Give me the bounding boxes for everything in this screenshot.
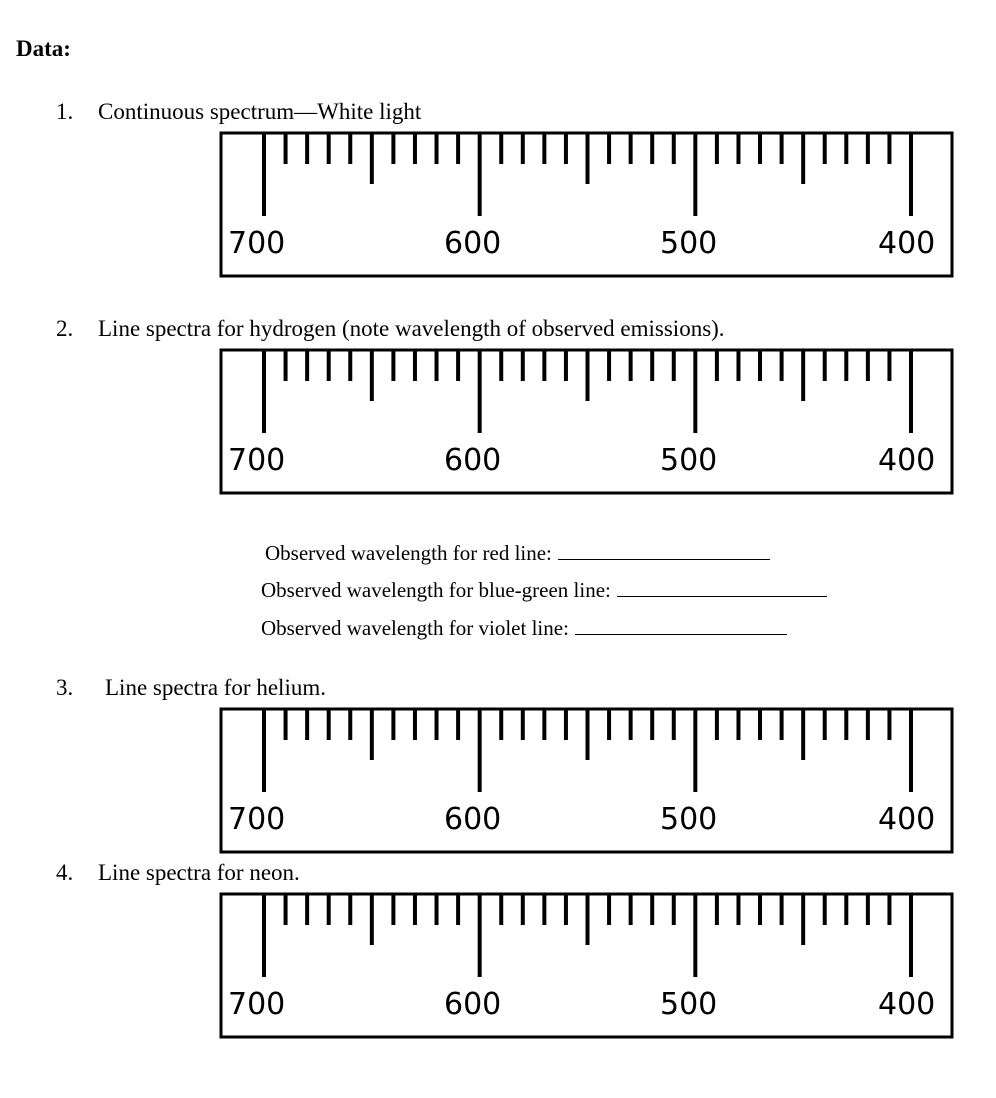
scale-label-700: 700 <box>228 226 286 261</box>
item-3-number: 3. <box>56 675 74 700</box>
observation-red-label: Observed wavelength for red line: <box>265 541 552 565</box>
ruler-svg-4 <box>220 893 953 1038</box>
scale-label-500: 500 <box>660 987 718 1022</box>
scale-label-500: 500 <box>660 443 718 478</box>
scale-label-600: 600 <box>444 802 502 837</box>
spectrum-scale-3 <box>220 708 953 853</box>
observation-violet-blank[interactable] <box>575 618 787 635</box>
item-3-text: Line spectra for helium. <box>105 675 326 700</box>
spectrum-scale-4 <box>220 893 953 1038</box>
scale-label-600: 600 <box>444 987 502 1022</box>
ruler-ticks <box>264 134 911 216</box>
page-heading: Data: <box>16 36 71 61</box>
observation-red <box>265 541 770 566</box>
item-2-label <box>56 316 725 342</box>
scale-label-700: 700 <box>228 987 286 1022</box>
observation-blue-green <box>261 578 827 603</box>
scale-label-500: 500 <box>660 802 718 837</box>
scale-label-400: 400 <box>878 802 936 837</box>
item-1-text: Continuous spectrum—White light <box>98 99 422 124</box>
scale-label-600: 600 <box>444 443 502 478</box>
item-4-text: Line spectra for neon. <box>98 860 300 885</box>
scale-label-700: 700 <box>228 802 286 837</box>
observation-blue-green-label: Observed wavelength for blue-green line: <box>261 578 611 602</box>
observation-blue-green-blank[interactable] <box>617 580 827 597</box>
ruler-ticks <box>264 351 911 433</box>
spectrum-scale-1 <box>220 132 953 277</box>
observation-violet <box>261 616 787 641</box>
scale-label-500: 500 <box>660 226 718 261</box>
item-1-label <box>56 99 421 125</box>
ruler-svg-3 <box>220 708 953 853</box>
scale-label-600: 600 <box>444 226 502 261</box>
scale-label-400: 400 <box>878 987 936 1022</box>
ruler-svg-2 <box>220 349 953 494</box>
scale-label-400: 400 <box>878 226 936 261</box>
item-3-label <box>56 675 326 701</box>
observation-red-blank[interactable] <box>558 543 770 560</box>
ruler-ticks <box>264 710 911 792</box>
scale-label-400: 400 <box>878 443 936 478</box>
item-2-text: Line spectra for hydrogen (note wavelength of observed emissions). <box>98 316 725 341</box>
ruler-ticks <box>264 895 911 977</box>
spectrum-scale-2 <box>220 349 953 494</box>
item-2-number: 2. <box>56 316 74 341</box>
ruler-svg-1 <box>220 132 953 277</box>
item-4-number: 4. <box>56 860 74 885</box>
item-4-label <box>56 860 300 886</box>
item-1-number: 1. <box>56 99 74 124</box>
observation-violet-label: Observed wavelength for violet line: <box>261 616 569 640</box>
scale-label-700: 700 <box>228 443 286 478</box>
